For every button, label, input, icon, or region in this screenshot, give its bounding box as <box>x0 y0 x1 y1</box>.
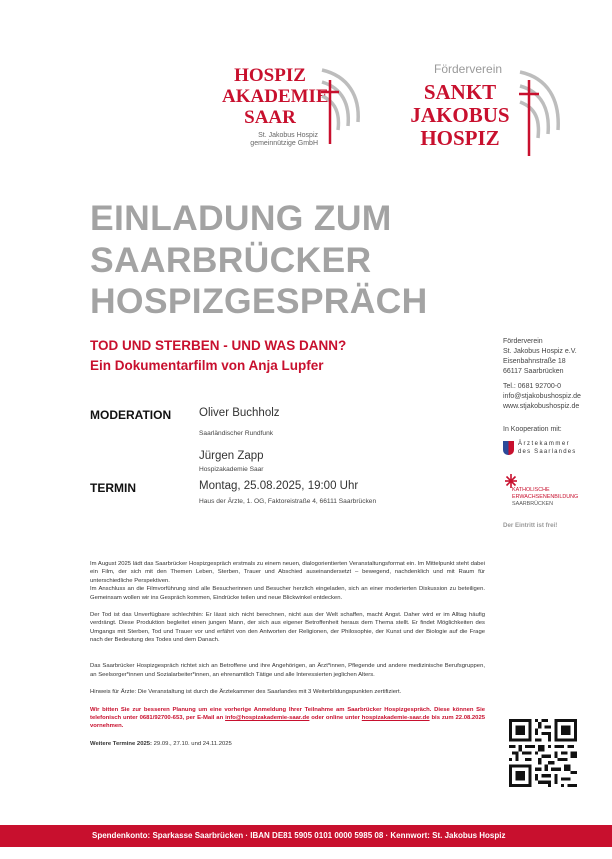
registration-web-link[interactable]: hospizakademie-saar.de <box>361 714 430 721</box>
registration-email-link[interactable]: info@hospizakademie-saar.de <box>225 714 310 721</box>
logo-foerderverein <box>404 62 564 162</box>
logo-right-top: Förderverein <box>434 62 503 76</box>
paragraph: Der Tod ist das Unverfügbare schlechthin: Er lässt sich nicht berechnen, nicht aus der Welt schaffen, macht Angst. Daher wird er im Alltag häufig verdrängt. Diese Produktion begleitet einen jungen Mann, der sich aus eigener Betroffenheit heraus dem Thema stellt. Er findet Möglichkeiten des Umgangs mit Sterben, Tod und Trauer vor und erfährt von den Antworten der Religionen, der Philosophie, der Kunst und der Biologie auf die Frage nach der Bedeutung des Todes und dem Danach. <box>90 611 485 643</box>
logo-hospizakademie <box>222 66 362 156</box>
logo-right-line1: SANKT <box>423 80 497 104</box>
paragraph: Hinweis für Ärzte: Die Veranstaltung ist durch die Ärztekammer des Saarlandes mit 3 Weiterbildungspunkten zertifiziert. <box>90 689 402 696</box>
website-link[interactable]: www.stjakobushospiz.de <box>503 402 580 410</box>
sidebar-address <box>503 337 603 412</box>
subtitle-line2: Ein Dokumentarfilm von Anja Lupfer <box>90 357 324 373</box>
partner1-line1: Ärztekammer <box>518 441 571 447</box>
termin-date: Montag, 25.08.2025, 19:00 Uhr <box>199 480 359 492</box>
partner-keb-logo <box>503 474 603 510</box>
subtitle <box>90 336 450 375</box>
headline-line1: EINLADUNG ZUM <box>90 198 392 238</box>
moderator-1-org: Saarländischer Rundfunk <box>199 430 274 437</box>
partner2-line2: ERWACHSENENBILDUNG <box>512 494 579 500</box>
paragraph: Im Anschluss an die Filmvorführung sind alle Besucherinnen und Besucher herzlich eingeladen, sich an einer moderierten Diskussion zu beteiligen. Gemeinsam wollen wir ins Gespräch kommen, Eindrücke teilen und neue Blickwinkel entdecken. <box>90 586 485 601</box>
moderator-2-org: Hospizakademie Saar <box>199 466 264 473</box>
partner2-line1: KATHOLISCHE <box>512 487 550 493</box>
body-text <box>90 560 485 748</box>
qr-code[interactable] <box>509 719 577 787</box>
keb-star-icon <box>505 474 517 488</box>
logo-right-line2: JAKOBUS <box>410 103 510 127</box>
registration-note <box>90 706 485 731</box>
headline-line3: HOSPIZGESPRÄCH <box>90 281 428 322</box>
logo-left-sub2: gemeinnützige GmbH <box>250 140 318 148</box>
paragraph: Im August 2025 lädt das Saarbrücker Hospizgespräch erstmals zu einem neuen, dialogorientierten Veranstaltungsformat ein. Im Mittelpunkt steht dabei ein Film, der sich mit den Themen Leben, Sterben, Trauer und Abschied auseinandersetzt – bewegend, nachdenklich und mit Raum für unterschiedliche Perspektiven. <box>90 561 485 584</box>
logo-right-line3: HOSPIZ <box>420 126 500 150</box>
address-line: Eisenbahnstraße 18 <box>503 358 566 366</box>
logo-left-sub1: St. Jakobus Hospiz <box>258 132 318 139</box>
logo-left-line1: HOSPIZ <box>234 65 306 86</box>
coat-of-arms-icon <box>503 441 514 455</box>
moderation-label: MODERATION <box>90 408 172 422</box>
headline-line2: SAARBRÜCKER <box>90 239 372 280</box>
headline <box>90 198 510 323</box>
address-line: Förderverein <box>503 338 543 345</box>
address-line: 66117 Saarbrücken <box>503 368 564 376</box>
termin-label: TERMIN <box>90 481 136 495</box>
bank-account-info: Spendenkonto: Sparkasse Saarbrücken · IBAN DE81 5905 0101 0000 5985 08 · Kennwort: St. Jakobus Hospiz <box>92 831 506 840</box>
logo-left-line3: SAAR <box>244 107 296 128</box>
moderator-1-name: Oliver Buchholz <box>199 407 280 419</box>
paragraph: Das Saarbrücker Hospizgespräch richtet sich an Betroffene und ihre Angehörigen, an Ärzt*innen, Pflegende und andere medizinische Berufsgruppen, an Seelsorger*innen und Sozialarbeiter*innen, an ehrenamtlich Tätige und alle Interessierten jeglichen Alters. <box>90 663 485 678</box>
further-dates <box>90 740 485 748</box>
free-entry-note: Der Eintritt ist frei! <box>503 522 558 529</box>
subtitle-line1: TOD UND STERBEN - UND WAS DANN? <box>90 338 347 353</box>
termin-place: Haus der Ärzte, 1. OG, Faktoreistraße 4, 66111 Saarbrücken <box>199 498 377 505</box>
registration-text: Wir bitten Sie zur besseren Planung um eine vorherige Anmeldung Ihrer Teilnahme am Saarbrücker Hospizgespräch. Diese können Sie telefonisch unter 0681/92700-653, per E-Mail an <box>90 706 485 721</box>
shell-cross-icon <box>516 68 562 158</box>
registration-text: oder online unter <box>311 714 360 721</box>
further-dates-label: Weitere Termine 2025: <box>90 740 152 747</box>
cooperation-label: In Kooperation mit: <box>503 426 562 433</box>
registration-text: bis zum 22.08.2025 vornehmen. <box>90 714 485 730</box>
shell-cross-icon <box>318 66 362 146</box>
email-link[interactable]: info@stjakobushospiz.de <box>503 392 581 400</box>
further-dates-value: 29.09., 27.10. und 24.11.2025 <box>153 740 232 747</box>
moderator-2-name: Jürgen Zapp <box>199 450 264 462</box>
logo-left-line2: AKADEMIE <box>222 86 329 107</box>
partner2-line3: SAARBRÜCKEN <box>512 501 554 507</box>
footer-bar <box>0 825 612 847</box>
phone: Tel.: 0681 92700-0 <box>503 382 561 390</box>
partner1-line2: des Saarlandes <box>518 449 577 455</box>
partner-aerztekammer-logo <box>503 441 603 459</box>
address-line: St. Jakobus Hospiz e.V. <box>503 348 577 356</box>
